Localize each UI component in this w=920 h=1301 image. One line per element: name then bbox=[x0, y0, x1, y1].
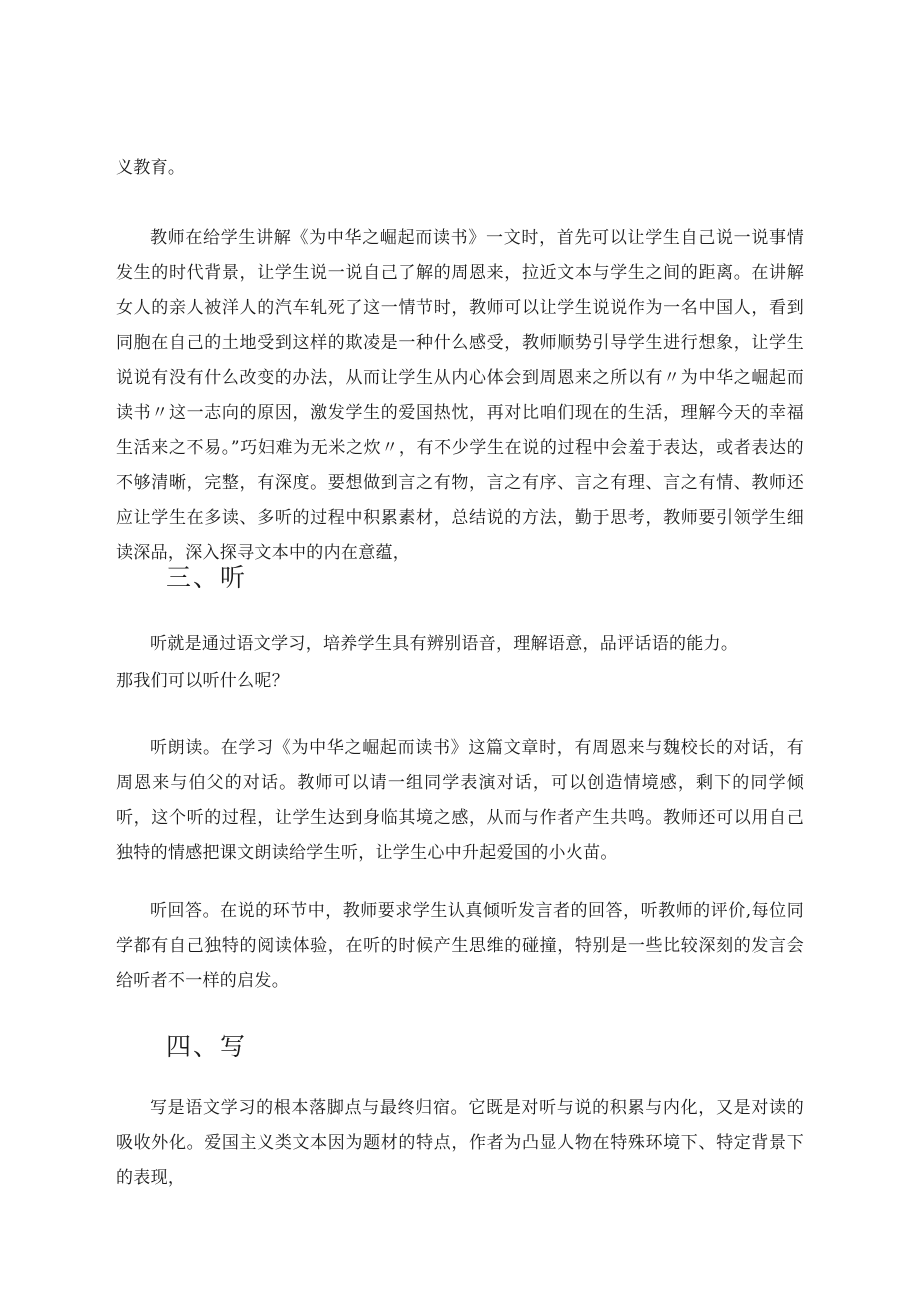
heading-listen: 三、听 bbox=[166, 563, 248, 592]
paragraph-write: 写是语文学习的根本落脚点与最终归宿。它既是对听与说的积累与内化，又是对读的吸收外化。爱国主义类文本因为题材的特点，作者为凸显人物在特殊环境下、特定背景下的表现， bbox=[116, 1098, 804, 1188]
paragraph-listen-definition: 听就是通过语文学习，培养学生具有辨别语音，理解语意，品评话语的能力。 bbox=[150, 634, 739, 654]
paragraph-listen-question: 那我们可以听什么呢？ bbox=[116, 671, 289, 691]
heading-write: 四、写 bbox=[166, 1032, 248, 1061]
paragraph-listen-answer: 听回答。在说的环节中，教师要求学生认真倾听发言者的回答，听教师的评价,每位同学都有自己独特的阅读体验，在听的时候产生思维的碰撞，特别是一些比较深刻的发言会给听者不一样的启发。 bbox=[116, 901, 804, 991]
paragraph-continuation: 义教育。 bbox=[116, 158, 186, 178]
paragraph-speak-example: 教师在给学生讲解《为中华之崛起而读书》一文时，首先可以让学生自己说一说事情发生的时代背景，让学生说一说自己了解的周恩来，拉近文本与学生之间的距离。在讲解女人的亲人被洋人的汽车轧死了这一情节时，教师可以让学生说说作为一名中国人，看到同胞在自己的土地受到这样的欺凌是一种什么感受，教师顺势引导学生进行想象，让学生说说有没有什么改变的办法，从而让学生从内心体会到周恩来之所以有〃为中华之崛起而读书〃这一志向的原因，激发学生的爱国热忱，再对比咱们现在的生活，理解今天的幸福生活来之不易。”巧妇难为无米之炊〃，有不少学生在说的过程中会羞于表达，或者表达的不够清晰，完整，有深度。要想做到言之有物，言之有序、言之有理、言之有情、教师还应让学生在多读、多听的过程中积累素材，总结说的方法，勤于思考，教师要引领学生细读深品，深入探寻文本中的内在意蕴， bbox=[116, 228, 804, 563]
paragraph-listen-reading: 听朗读。在学习《为中华之崛起而读书》这篇文章时，有周恩来与魏校长的对话，有周恩来与伯父的对话。教师可以请一组同学表演对话，可以创造情境感，剩下的同学倾听，这个听的过程，让学生达到身临其境之感，从而与作者产生共鸣。教师还可以用自己独特的情感把课文朗读给学生听，让学生心中升起爱国的小火苗。 bbox=[116, 738, 804, 863]
